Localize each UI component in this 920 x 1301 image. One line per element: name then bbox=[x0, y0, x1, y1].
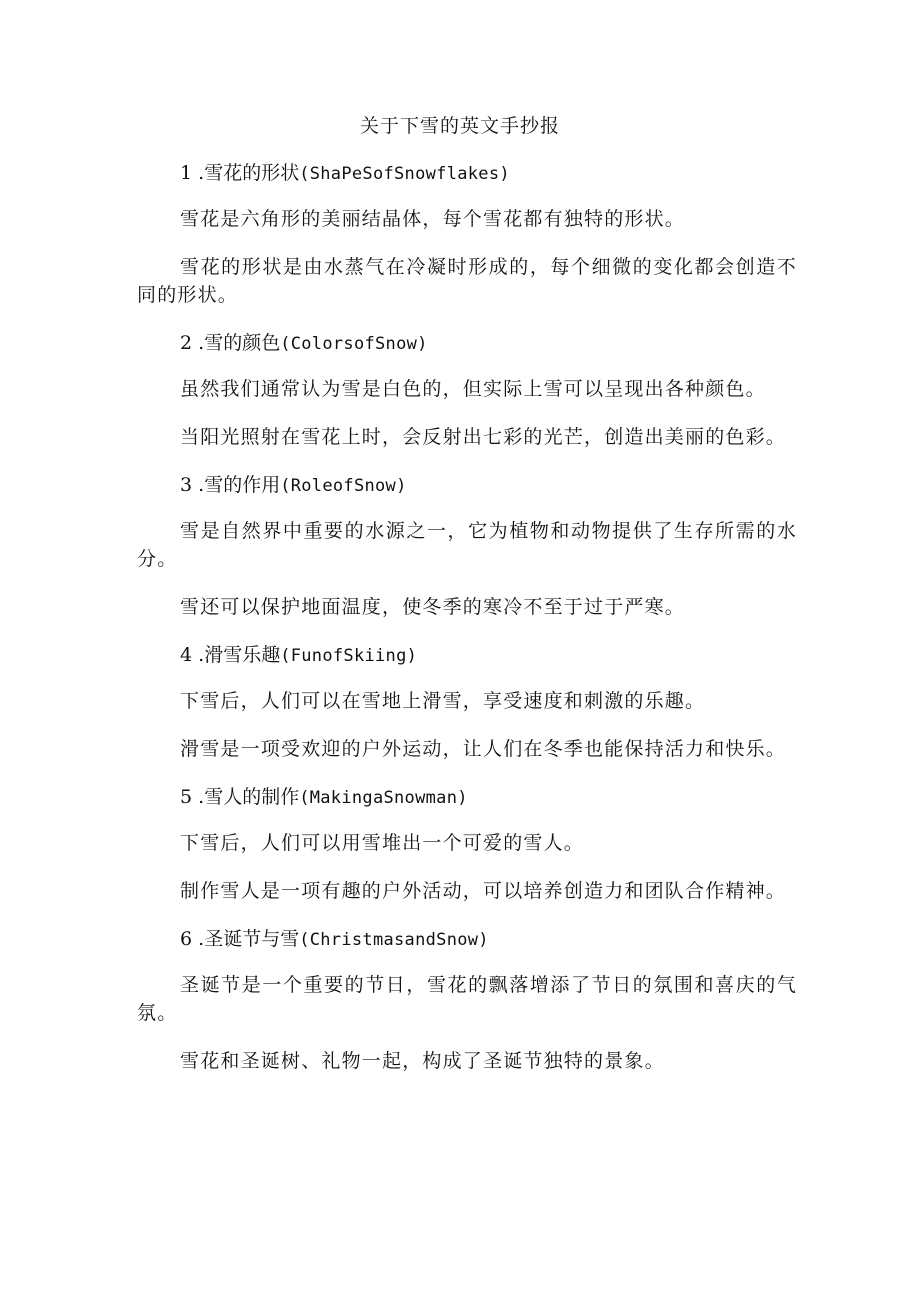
document-body bbox=[137, 159, 797, 1075]
section-title-en: (FunofSkiing) bbox=[280, 646, 418, 666]
section-fun-of-skiing bbox=[137, 641, 797, 763]
paragraph: 雪还可以保护地面温度，使冬季的寒冷不至于过于严寒。 bbox=[180, 596, 686, 618]
paragraph: 雪花和圣诞树、礼物一起，构成了圣诞节独特的景象。 bbox=[180, 1050, 665, 1072]
section-title-en: (ColorsofSnow) bbox=[280, 334, 428, 354]
section-making-a-snowman bbox=[137, 783, 797, 905]
paragraph: 雪是自然界中重要的水源之一，它为植物和动物提供了生存所需的水分。 bbox=[137, 520, 797, 570]
section-title-en: (ShaPeSofSnowflakes) bbox=[299, 164, 510, 184]
section-christmas-and-snow bbox=[137, 925, 797, 1075]
section-title-cn: 雪的颜色 bbox=[204, 332, 281, 354]
section-role-of-snow bbox=[137, 471, 797, 621]
section-heading: 2 .雪的颜色(ColorsofSnow) bbox=[180, 332, 428, 354]
paragraph: 当阳光照射在雪花上时，会反射出七彩的光芒，创造出美丽的色彩。 bbox=[180, 426, 787, 448]
section-title-en: (RoleofSnow) bbox=[280, 476, 407, 496]
section-title-en: (MakingaSnowman) bbox=[299, 788, 468, 808]
section-heading: 5 .雪人的制作(MakingaSnowman) bbox=[180, 786, 468, 808]
document-title: 关于下雪的英文手抄报 bbox=[359, 115, 560, 137]
paragraph: 雪花是六角形的美丽结晶体，每个雪花都有独特的形状。 bbox=[180, 208, 686, 230]
section-number: 4 bbox=[180, 644, 193, 666]
paragraph: 滑雪是一项受欢迎的户外运动，让人们在冬季也能保持活力和快乐。 bbox=[180, 738, 787, 760]
section-shapes-of-snowflakes bbox=[137, 159, 797, 309]
section-number: 1 bbox=[180, 162, 193, 184]
paragraph: 雪花的形状是由水蒸气在冷凝时形成的，每个细微的变化都会创造不同的形状。 bbox=[137, 256, 797, 306]
paragraph: 下雪后，人们可以在雪地上滑雪，享受速度和刺激的乐趣。 bbox=[180, 690, 706, 712]
section-title-cn: 滑雪乐趣 bbox=[204, 644, 281, 666]
section-number: 5 bbox=[180, 786, 193, 808]
section-heading: 3 .雪的作用(RoleofSnow) bbox=[180, 474, 407, 496]
section-number: 3 bbox=[180, 474, 193, 496]
section-colors-of-snow bbox=[137, 329, 797, 451]
section-title-cn: 圣诞节与雪 bbox=[204, 928, 300, 950]
section-heading: 6 .圣诞节与雪(ChristmasandSnow) bbox=[180, 928, 489, 950]
section-heading: 4 .滑雪乐趣(FunofSkiing) bbox=[180, 644, 418, 666]
section-heading: 1 .雪花的形状(ShaPeSofSnowflakes) bbox=[180, 162, 510, 184]
section-title-en: (ChristmasandSnow) bbox=[299, 930, 489, 950]
paragraph: 制作雪人是一项有趣的户外活动，可以培养创造力和团队合作精神。 bbox=[180, 880, 787, 902]
paragraph: 下雪后，人们可以用雪堆出一个可爱的雪人。 bbox=[180, 832, 585, 854]
section-number: 2 bbox=[180, 332, 193, 354]
section-title-cn: 雪人的制作 bbox=[204, 786, 300, 808]
section-title-cn: 雪的作用 bbox=[204, 474, 281, 496]
section-number: 6 bbox=[180, 928, 193, 950]
paragraph: 圣诞节是一个重要的节日，雪花的飘落增添了节日的氛围和喜庆的气氛。 bbox=[137, 974, 797, 1024]
paragraph: 虽然我们通常认为雪是白色的，但实际上雪可以呈现出各种颜色。 bbox=[180, 378, 766, 400]
section-title-cn: 雪花的形状 bbox=[204, 162, 300, 184]
